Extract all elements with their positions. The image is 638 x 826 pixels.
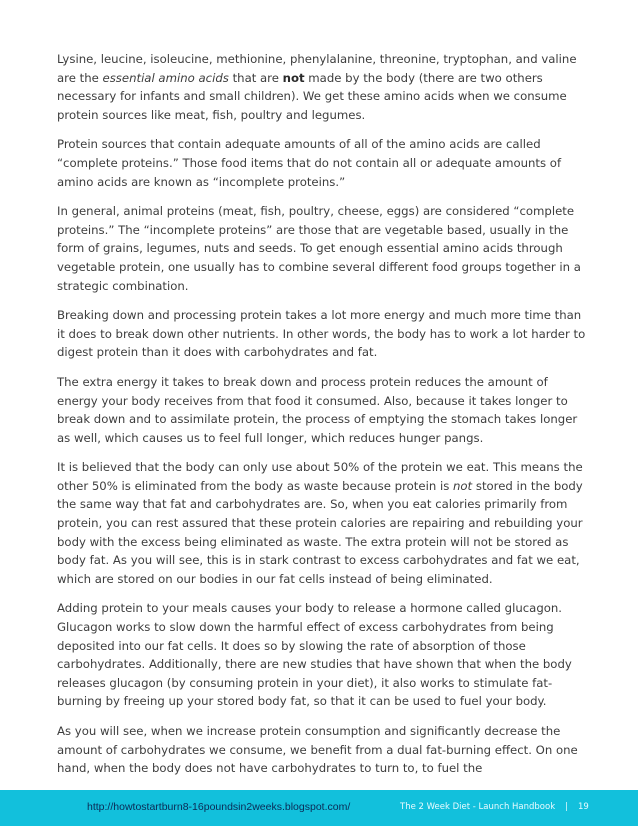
paragraph-energy-processing: Breaking down and processing protein takes a lot more energy and much more time than it does to break down other nutrients. In other words, the body has to work a lot harder to digest protein than it does with carbohydrates and fat.: [57, 308, 586, 360]
paragraph-animal-proteins: In general, animal proteins (meat, fish, poultry, cheese, eggs) are considered “complete proteins.” The “incomplete proteins” are those that are vegetable based, usually in the form of grains, legumes, nuts and seeds. To get enough essential amino acids through vegetable protein, one usually has to combine several different food groups together in a strategic combination.: [57, 204, 581, 293]
paragraph-text: Lysine, leucine, isoleucine, methionine, phenylalanine, threonine, tryptophan, and valine are the: [57, 52, 577, 85]
footer-book-title: The 2 Week Diet - Launch Handbook: [400, 802, 556, 812]
page-footer: [0, 790, 638, 826]
emphasis-text: not: [453, 478, 473, 493]
page-body: [57, 50, 591, 789]
paragraph-text: that are: [228, 70, 283, 85]
paragraph-dual-fat-burning: As you will see, when we increase protein consumption and significantly decrease the amount of carbohydrates we consume, we benefit from a dual fat-burning effect. On one hand, when the body does not have carbohydrates to turn to, to fuel the: [57, 724, 578, 776]
paragraph-complete-proteins: Protein sources that contain adequate amounts of all of the amino acids are called “complete proteins.” Those food items that do not contain all or adequate amounts of amino acids are known as “incomplete proteins.”: [57, 137, 562, 189]
emphasis-text: essential amino acids: [102, 70, 229, 85]
paragraph-essential-amino-acids: [57, 50, 591, 124]
bold-text: not: [282, 70, 305, 85]
paragraph-extra-energy: The extra energy it takes to break down and process protein reduces the amount of energy your body receives from that food it consumed. Also, because it takes longer to break down and to assimilate protein, the process of emptying the stomach takes longer as well, which causes us to feel full longer, which reduces hunger pangs.: [57, 374, 578, 445]
footer-separator: |: [565, 802, 569, 812]
footer-book-info: [400, 802, 589, 812]
paragraph-text: made by the body (there are two others necessary for infants and small children). We get these amino acids when we consume protein sources like meat, fish, poultry and legumes.: [57, 70, 567, 122]
paragraph-text: stored in the body the same way that fat and carbohydrates are. So, when you eat calories primarily from protein, you can rest assured that these protein calories are repairing and rebuilding your body with the excess being eliminated as waste. The extra protein will not be stored as body fat. As you will see, this is in stark contrast to excess carbohydrates and fat we eat, which are stored on our bodies in our fat cells instead of being eliminated.: [57, 478, 583, 586]
paragraph-text: It is believed that the body can only use about 50% of the protein we eat. This means the other 50% is eliminated from the body as waste because protein is: [57, 460, 583, 493]
paragraph-protein-usage: [57, 458, 591, 588]
page-number: 19: [578, 802, 589, 812]
paragraph-glucagon: Adding protein to your meals causes your body to release a hormone called glucagon. Glucagon works to slow down the harmful effect of excess carbohydrates from being deposited into our fat cells. It does so by slowing the rate of absorption of those carbohydrates. Additionally, there are new studies that have shown that when the body releases glucagon (by consuming protein in your diet), it also works to stimulate fat-burning by freeing up your stored body fat, so that it can be used to fuel your body.: [57, 601, 572, 709]
footer-url-link[interactable]: http://howtostartburn8-16poundsin2weeks.blogspot.com/: [87, 801, 351, 813]
